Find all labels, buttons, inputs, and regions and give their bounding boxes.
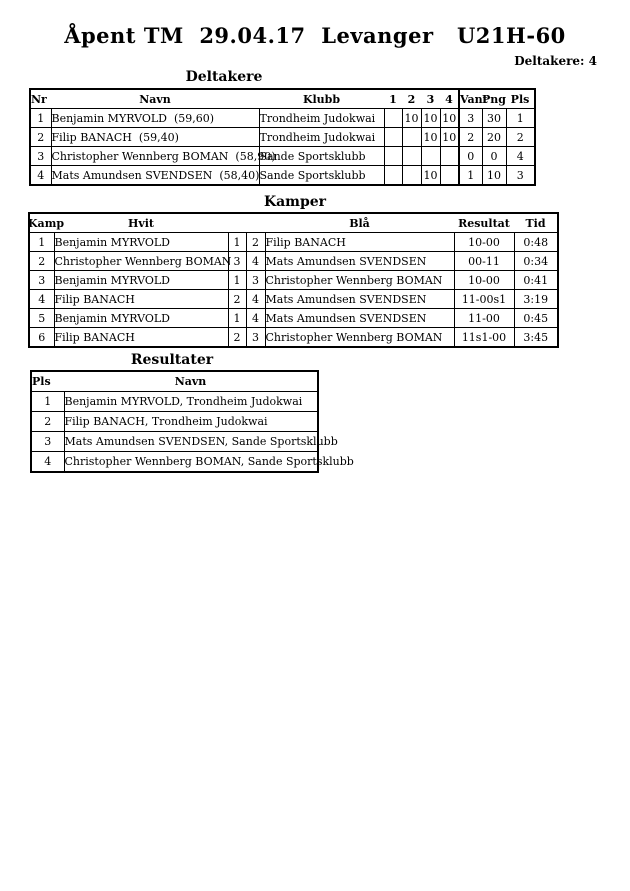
table-row bbox=[30, 128, 535, 147]
cell-bla: Filip BANACH bbox=[265, 233, 454, 252]
cell-hvit: Christopher Wennberg BOMAN bbox=[54, 252, 228, 271]
col-header-nr: Nr bbox=[30, 89, 51, 109]
cell-navn: Benjamin MYRVOLD, Trondheim Judokwai bbox=[64, 392, 318, 412]
cell-vant: 2 bbox=[459, 128, 482, 147]
col-header-bla: Blå bbox=[265, 213, 454, 233]
cell-resultat: 11s1-00 bbox=[454, 328, 514, 348]
cell-round1 bbox=[384, 147, 402, 166]
cell-klubb: Sande Sportsklubb bbox=[259, 166, 384, 186]
cell-resultat: 10-00 bbox=[454, 271, 514, 290]
col-header-round2: 2 bbox=[402, 89, 421, 109]
col-header-pls: Pls bbox=[506, 89, 535, 109]
cell-bla-nr: 2 bbox=[246, 233, 265, 252]
cell-pls: 1 bbox=[31, 392, 64, 412]
col-header-tid: Tid bbox=[514, 213, 558, 233]
cell-vant: 1 bbox=[459, 166, 482, 186]
cell-round2: 10 bbox=[402, 109, 421, 128]
cell-bla: Christopher Wennberg BOMAN bbox=[265, 328, 454, 348]
cell-tid: 3:45 bbox=[514, 328, 558, 348]
cell-hvit-nr: 1 bbox=[228, 271, 246, 290]
col-header-round3: 3 bbox=[421, 89, 440, 109]
cell-tid: 0:34 bbox=[514, 252, 558, 271]
cell-resultat: 11-00 bbox=[454, 309, 514, 328]
cell-resultat: 00-11 bbox=[454, 252, 514, 271]
cell-round4: 10 bbox=[440, 128, 459, 147]
cell-kamp: 3 bbox=[29, 271, 54, 290]
matches-section-title: Kamper bbox=[263, 194, 327, 210]
cell-hvit-nr: 1 bbox=[228, 233, 246, 252]
col-header-pls: Pls bbox=[31, 371, 64, 392]
cell-hvit: Filip BANACH bbox=[54, 290, 228, 309]
participants-header-row bbox=[30, 89, 535, 109]
cell-png: 20 bbox=[482, 128, 506, 147]
cell-hvit-nr: 2 bbox=[228, 328, 246, 348]
cell-bla: Mats Amundsen SVENDSEN bbox=[265, 252, 454, 271]
cell-pls: 3 bbox=[31, 432, 64, 452]
cell-pls: 2 bbox=[31, 412, 64, 432]
table-row bbox=[30, 166, 535, 186]
cell-tid: 0:45 bbox=[514, 309, 558, 328]
cell-hvit: Benjamin MYRVOLD bbox=[54, 233, 228, 252]
cell-round1 bbox=[384, 166, 402, 186]
cell-bla-nr: 4 bbox=[246, 252, 265, 271]
cell-navn: Filip BANACH (59,40) bbox=[51, 128, 259, 147]
participants-section-title: Deltakere bbox=[185, 69, 263, 85]
cell-vant: 0 bbox=[459, 147, 482, 166]
cell-navn: Filip BANACH, Trondheim Judokwai bbox=[64, 412, 318, 432]
col-header-resultat: Resultat bbox=[454, 213, 514, 233]
table-row bbox=[29, 252, 558, 271]
col-header-bla-nr bbox=[246, 213, 265, 233]
table-row bbox=[29, 309, 558, 328]
col-header-kamp: Kamp bbox=[29, 213, 54, 233]
participants-table bbox=[29, 88, 536, 186]
cell-pls: 1 bbox=[506, 109, 535, 128]
cell-nr: 3 bbox=[30, 147, 51, 166]
cell-navn: Mats Amundsen SVENDSEN, Sande Sportsklubb bbox=[64, 432, 318, 452]
cell-navn: Benjamin MYRVOLD (59,60) bbox=[51, 109, 259, 128]
col-header-hvit-nr bbox=[228, 213, 246, 233]
col-header-hvit: Hvit bbox=[54, 213, 228, 233]
cell-vant: 3 bbox=[459, 109, 482, 128]
cell-pls: 2 bbox=[506, 128, 535, 147]
cell-tid: 0:48 bbox=[514, 233, 558, 252]
cell-bla: Mats Amundsen SVENDSEN bbox=[265, 309, 454, 328]
cell-hvit-nr: 3 bbox=[228, 252, 246, 271]
cell-tid: 0:41 bbox=[514, 271, 558, 290]
cell-hvit: Benjamin MYRVOLD bbox=[54, 309, 228, 328]
col-header-vant: Vant bbox=[459, 89, 482, 109]
table-row bbox=[29, 271, 558, 290]
col-header-round1: 1 bbox=[384, 89, 402, 109]
tournament-title: Åpent TM 29.04.17 Levanger U21H-60 bbox=[64, 23, 566, 48]
table-row bbox=[29, 328, 558, 348]
table-row bbox=[31, 412, 318, 432]
cell-navn: Christopher Wennberg BOMAN, Sande Sportsklubb bbox=[64, 452, 318, 473]
cell-nr: 2 bbox=[30, 128, 51, 147]
col-header-png: Png bbox=[482, 89, 506, 109]
cell-round4: 10 bbox=[440, 109, 459, 128]
table-row bbox=[29, 290, 558, 309]
table-row bbox=[31, 392, 318, 412]
cell-bla-nr: 4 bbox=[246, 290, 265, 309]
cell-tid: 3:19 bbox=[514, 290, 558, 309]
matches-table bbox=[28, 212, 559, 348]
col-header-navn: Navn bbox=[51, 89, 259, 109]
cell-round3: 10 bbox=[421, 128, 440, 147]
cell-pls: 4 bbox=[31, 452, 64, 473]
table-row bbox=[29, 233, 558, 252]
cell-round2 bbox=[402, 128, 421, 147]
cell-kamp: 1 bbox=[29, 233, 54, 252]
cell-png: 0 bbox=[482, 147, 506, 166]
cell-navn: Christopher Wennberg BOMAN (58,90) bbox=[51, 147, 259, 166]
col-header-navn: Navn bbox=[64, 371, 318, 392]
cell-klubb: Trondheim Judokwai bbox=[259, 109, 384, 128]
cell-resultat: 10-00 bbox=[454, 233, 514, 252]
cell-pls: 4 bbox=[506, 147, 535, 166]
results-table bbox=[30, 370, 354, 473]
participants-count: Deltakere: 4 bbox=[514, 54, 597, 68]
cell-bla-nr: 3 bbox=[246, 328, 265, 348]
cell-hvit-nr: 1 bbox=[228, 309, 246, 328]
cell-kamp: 4 bbox=[29, 290, 54, 309]
cell-kamp: 2 bbox=[29, 252, 54, 271]
cell-bla-nr: 4 bbox=[246, 309, 265, 328]
cell-nr: 1 bbox=[30, 109, 51, 128]
cell-round4 bbox=[440, 166, 459, 186]
cell-hvit-nr: 2 bbox=[228, 290, 246, 309]
cell-navn: Mats Amundsen SVENDSEN (58,40) bbox=[51, 166, 259, 186]
cell-bla-nr: 3 bbox=[246, 271, 265, 290]
cell-round2 bbox=[402, 166, 421, 186]
table-row bbox=[31, 432, 318, 452]
cell-round3: 10 bbox=[421, 109, 440, 128]
table-row bbox=[31, 452, 318, 473]
cell-bla: Mats Amundsen SVENDSEN bbox=[265, 290, 454, 309]
cell-hvit: Benjamin MYRVOLD bbox=[54, 271, 228, 290]
cell-png: 30 bbox=[482, 109, 506, 128]
cell-pls: 3 bbox=[506, 166, 535, 186]
results-header-row bbox=[31, 371, 318, 392]
cell-kamp: 5 bbox=[29, 309, 54, 328]
cell-round3 bbox=[421, 147, 440, 166]
matches-header-row bbox=[29, 213, 558, 233]
cell-nr: 4 bbox=[30, 166, 51, 186]
cell-round1 bbox=[384, 109, 402, 128]
cell-round2 bbox=[402, 147, 421, 166]
cell-resultat: 11-00s1 bbox=[454, 290, 514, 309]
table-row bbox=[30, 109, 535, 128]
col-header-klubb: Klubb bbox=[259, 89, 384, 109]
table-row bbox=[30, 147, 535, 166]
col-header-round4: 4 bbox=[440, 89, 459, 109]
cell-klubb: Trondheim Judokwai bbox=[259, 128, 384, 147]
cell-round1 bbox=[384, 128, 402, 147]
cell-bla: Christopher Wennberg BOMAN bbox=[265, 271, 454, 290]
cell-round4 bbox=[440, 147, 459, 166]
cell-round3: 10 bbox=[421, 166, 440, 186]
cell-png: 10 bbox=[482, 166, 506, 186]
cell-kamp: 6 bbox=[29, 328, 54, 348]
cell-hvit: Filip BANACH bbox=[54, 328, 228, 348]
cell-klubb: Sande Sportsklubb bbox=[259, 147, 384, 166]
results-section-title: Resultater bbox=[130, 352, 214, 368]
